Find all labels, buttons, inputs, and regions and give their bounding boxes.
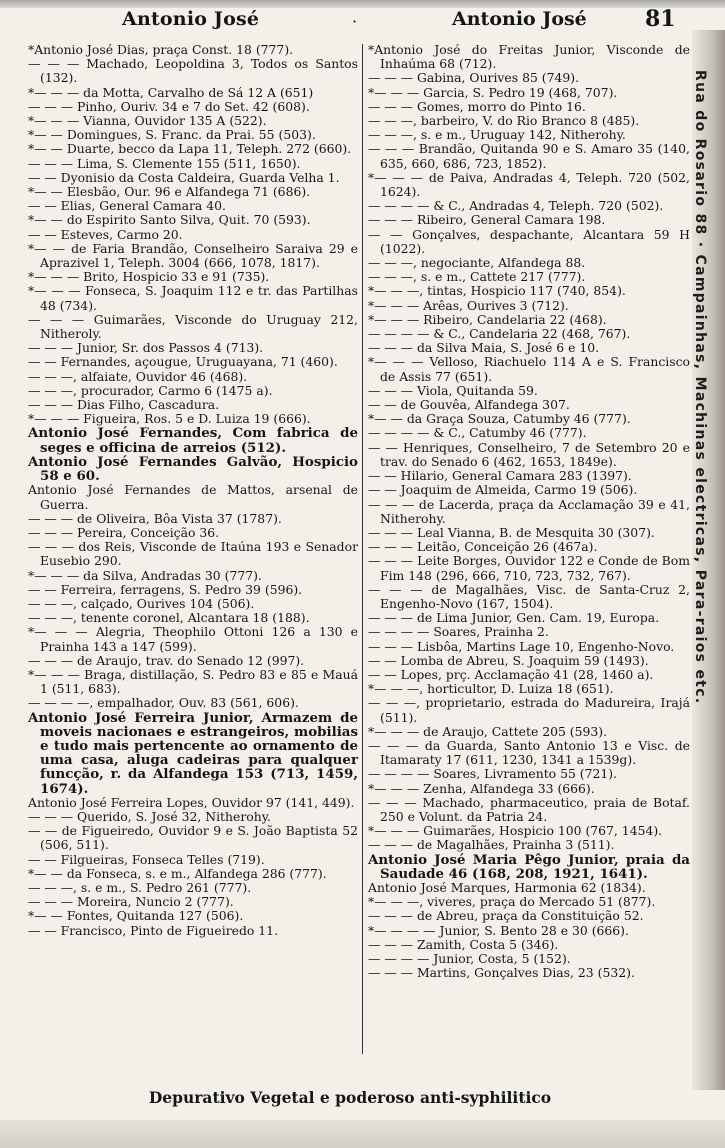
directory-entry: — — — Machado, pharmaceutico, praia de Botaf. 250 e Volunt. da Patria 24. (368, 794, 690, 824)
directory-entry: — — —, procurador, Carmo 6 (1475 a). (28, 382, 273, 398)
header-separator: · (352, 12, 358, 31)
directory-entry: — — — Lisbôa, Martins Lage 10, Engenho-Novo. (368, 638, 675, 654)
directory-entry: — — — Leite Borges, Ouvidor 122 e Conde de Bom Fim 148 (296, 666, 710, 723, 732, 767). (368, 553, 690, 583)
directory-entry: — — — Leal Vianna, B. de Mesquita 30 (307). (368, 524, 655, 540)
directory-entry: — — — Gabina, Ourives 85 (749). (368, 70, 580, 86)
directory-entry: — — — de Oliveira, Bôa Vista 37 (1787). (28, 510, 282, 526)
directory-entry: — — — Dias Filho, Cascadura. (28, 397, 220, 413)
directory-entry: — — — — & C., Catumby 46 (777). (368, 425, 587, 441)
directory-entry: *— — — de Paiva, Andradas 4, Teleph. 720 (502, 1624). (368, 169, 690, 200)
directory-entry: *— — — Arêas, Ourives 3 (712). (368, 297, 569, 313)
directory-entry: Antonio José Fernandes de Mattos, arsenal de Guerra. (28, 482, 358, 512)
directory-entry: — — —, proprietario, estrada do Madureira, Irajá (511). (368, 695, 690, 725)
directory-entry: — — —, tenente coronel, Alcantara 18 (188). (28, 610, 310, 626)
directory-entry: — — — da Guarda, Santo Antonio 13 e Visc. de Itamaraty 17 (611, 1230, 1341 a 1539g). (368, 737, 690, 768)
directory-entry: — — Dyonisio da Costa Caldeira, Guarda Velha 1. (28, 169, 340, 185)
directory-entry: — — — Lima, S. Clemente 155 (511, 1650). (28, 155, 301, 171)
directory-entry: *— — — de Araujo, Cattete 205 (593). (368, 723, 608, 739)
directory-entry: — — — Brandão, Quitanda 90 e S. Amaro 35 (140, 635, 660, 686, 723, 1852). (368, 141, 690, 171)
directory-entry: — — — —, empalhador, Ouv. 83 (561, 606). (28, 695, 299, 711)
header-right-title: Antonio José (452, 8, 587, 30)
directory-entry: — — — Querido, S. José 32, Nitherohy. (28, 808, 271, 824)
left-column (28, 43, 358, 938)
footer-advertisement: Depurativo Vegetal e poderoso anti-syphilitico (148, 1088, 552, 1107)
directory-entry: *— — — Velloso, Riachuelo 114 A e S. Francisco de Assis 77 (651). (368, 354, 690, 384)
side-advertisement-text: Rua do Rosario 88 · Campainhas, Machinas electricas, Para-raios etc. (692, 70, 708, 705)
directory-entry: *— — —, horticultor, D. Luiza 18 (651). (368, 681, 614, 697)
directory-entry: — — Ferreira, ferragens, S. Pedro 39 (596). (28, 581, 303, 597)
directory-entry: *— — —, tintas, Hospicio 117 (740, 854). (368, 283, 626, 299)
directory-entry: — — Francisco, Pinto de Figueiredo 11. (28, 922, 279, 938)
directory-entry: — — — de Lima Junior, Gen. Cam. 19, Europa. (368, 610, 660, 626)
directory-entry: — — — da Silva Maia, S. José 6 e 10. (368, 340, 600, 356)
directory-heading-entry: Antonio José Fernandes Galvão, Hospicio 58 e 60. (28, 453, 358, 485)
directory-entry: — — — — & C., Andradas 4, Teleph. 720 (502). (368, 198, 664, 214)
directory-entry: — — — de Araujo, trav. do Senado 12 (997). (28, 652, 305, 668)
directory-entry: — — — Gomes, morro do Pinto 16. (368, 98, 586, 114)
directory-entry: — — — Martins, Gonçalves Dias, 23 (532). (368, 965, 635, 981)
directory-entry: — — — Pinho, Ouriv. 34 e 7 do Set. 42 (608). (28, 98, 310, 114)
directory-entry: *Antonio José Dias, praça Const. 18 (777). (28, 42, 294, 57)
page-bottom-edge (0, 1120, 725, 1148)
directory-entry: — — —, s. e m., Uruguay 142, Nitherohy. (368, 127, 626, 143)
directory-entry: *— — —, viveres, praça do Mercado 51 (877). (368, 894, 656, 910)
page-number: 81 (645, 6, 676, 32)
directory-entry: *— — — da Motta, Carvalho de Sá 12 A (651) (28, 84, 314, 100)
directory-entry: *— — — Alegria, Theophilo Ottoni 126 a 130 e Prainha 143 a 147 (599). (28, 624, 358, 654)
directory-entry: — — — de Lacerda, praça da Acclamação 39 e 41, Nitherohy. (368, 496, 690, 526)
directory-entry: *— — — Guimarães, Hospicio 100 (767, 1454). (368, 823, 663, 839)
directory-entry: — — — — Junior, Costa, 5 (152). (368, 951, 571, 966)
directory-heading-entry: Antonio José Ferreira Junior, Armazem de moveis nacionaes e estrangeiros, mobilias e tudo mais pertencente ao ornamento de uma casa, aluga cadeiras para qualquer funcção, r. da Alfandega 153 (713, 1459, 1674). (28, 709, 358, 797)
directory-entry: — — — Machado, Leopoldina 3, Todos os Santos (132). (28, 56, 358, 86)
directory-entry: — — de Gouvêa, Alfandega 307. (368, 397, 570, 413)
header-left-title: Antonio José (122, 8, 260, 30)
directory-entry: *— — — — Junior, S. Bento 28 e 30 (666). (368, 922, 629, 938)
directory-entry: — — — Leitão, Conceição 26 (467a). (368, 539, 598, 555)
directory-entry: — — Fernandes, açougue, Uruguayana, 71 (460). (28, 354, 338, 370)
directory-entry: — — Elias, General Camara 40. (28, 198, 226, 214)
directory-entry: — — Esteves, Carmo 20. (28, 226, 183, 242)
directory-entry: *— — Domingues, S. Franc. da Prai. 55 (503). (28, 127, 316, 143)
directory-entry: — — Lopes, prç. Acclamação 41 (28, 1460 a). (368, 666, 654, 682)
directory-entry: — — — Viola, Quitanda 59. (368, 382, 538, 398)
directory-entry: — — Henriques, Conselheiro, 7 de Setembro 20 e trav. do Senado 6 (462, 1653, 1849e). (368, 439, 690, 469)
directory-entry: — — —, negociante, Alfandega 88. (368, 255, 586, 271)
directory-entry: — — Hilario, General Camara 283 (1397). (368, 468, 632, 484)
directory-entry: — — — — Soares, Prainha 2. (368, 624, 549, 640)
directory-entry: *— — Elesbão, Our. 96 e Alfandega 71 (686). (28, 184, 311, 200)
directory-entry: *Antonio José do Freitas Junior, Visconde de Inhaúma 68 (712). (368, 42, 690, 72)
directory-entry: — — — de Abreu, praça da Constituição 52. (368, 908, 644, 924)
directory-entry: — — — Moreira, Nuncio 2 (777). (28, 894, 234, 910)
directory-entry: Antonio José Ferreira Lopes, Ouvidor 97 (141, 449). (28, 794, 355, 810)
directory-entry: *— — — Figueira, Ros. 5 e D. Luiza 19 (666). (28, 411, 311, 427)
directory-entry: — — Filgueiras, Fonseca Telles (719). (28, 851, 265, 867)
directory-entry: — — Lomba de Abreu, S. Joaquim 59 (1493). (368, 652, 649, 668)
directory-entry: — — —, alfaiate, Ouvidor 46 (468). (28, 368, 248, 384)
directory-entry: *— — do Espirito Santo Silva, Quit. 70 (593). (28, 212, 311, 228)
directory-entry: *— — da Fonseca, s. e m., Alfandega 286 (777). (28, 865, 327, 881)
directory-heading-entry: Antonio José Maria Pêgo Junior, praia da Saudade 46 (168, 208, 1921, 1641). (368, 851, 690, 882)
directory-entry: — — —, calçado, Ourives 104 (506). (28, 595, 255, 611)
running-header (0, 6, 700, 36)
directory-entry: *— — — Ribeiro, Candelaria 22 (468). (368, 311, 607, 327)
directory-entry: *— — — Garcia, S. Pedro 19 (468, 707). (368, 84, 618, 100)
directory-entry: *— — — Zenha, Alfandega 33 (666). (368, 780, 595, 796)
directory-entry: *— — de Faria Brandão, Conselheiro Saraiva 29 e Aprazivel 1, Teleph. 3004 (666, 1078, 1817). (28, 240, 358, 271)
directory-entry: — — — — Soares, Livramento 55 (721). (368, 766, 618, 782)
directory-entry: *— — da Graça Souza, Catumby 46 (777). (368, 411, 631, 427)
directory-entry: *— — — Fonseca, S. Joaquim 112 e tr. das Partilhas 48 (734). (28, 283, 358, 313)
directory-entry: — — — Ribeiro, General Camara 198. (368, 212, 606, 228)
directory-entry: — — — Pereira, Conceição 36. (28, 524, 220, 540)
directory-entry: *— — — Vianna, Ouvidor 135 A (522). (28, 113, 267, 129)
directory-entry: — — — — & C., Candelaria 22 (468, 767). (368, 326, 631, 342)
directory-entry: — — Joaquim de Almeida, Carmo 19 (506). (368, 482, 638, 498)
directory-entry: *— — — Braga, distillação, S. Pedro 83 e 85 e Mauá 1 (511, 683). (28, 666, 358, 697)
directory-entry: — — —, barbeiro, V. do Rio Branco 8 (485). (368, 113, 640, 129)
directory-entry: *— — Duarte, becco da Lapa 11, Teleph. 272 (660). (28, 141, 352, 157)
directory-entry: — — —, s. e m., Cattete 217 (777). (368, 269, 586, 285)
directory-entry: — — — de Magalhães, Visc. de Santa-Cruz 2, Engenho-Novo (167, 1504). (368, 581, 690, 611)
directory-entry: — — — Guimarães, Visconde do Uruguay 212, Nitheroly. (28, 311, 358, 342)
directory-entry: — — — dos Reis, Visconde de Itaúna 193 e Senador Eusebio 290. (28, 539, 358, 569)
directory-entry: — — Gonçalves, despachante, Alcantara 59 H (1022). (368, 226, 690, 256)
directory-entry: *— — Fontes, Quitanda 127 (506). (28, 908, 244, 924)
directory-entry: Antonio José Marques, Harmonia 62 (1834). (368, 879, 646, 895)
directory-entry: — — —, s. e m., S. Pedro 261 (777). (28, 879, 252, 895)
directory-entry: *— — — Brito, Hospicio 33 e 91 (735). (28, 269, 270, 285)
directory-entry: — — — de Magalhães, Prainha 3 (511). (368, 837, 615, 853)
directory-entry: *— — — da Silva, Andradas 30 (777). (28, 567, 262, 583)
column-divider (362, 44, 363, 1054)
right-column (368, 43, 690, 980)
directory-entry: — — — Zamith, Costa 5 (346). (368, 936, 559, 952)
directory-entry: — — — Junior, Sr. dos Passos 4 (713). (28, 340, 264, 356)
directory-heading-entry: Antonio José Fernandes, Com fabrica de seges e officina de arreios (512). (28, 425, 358, 456)
directory-entry: — — de Figueiredo, Ouvidor 9 e S. João Baptista 52 (506, 511). (28, 823, 358, 853)
